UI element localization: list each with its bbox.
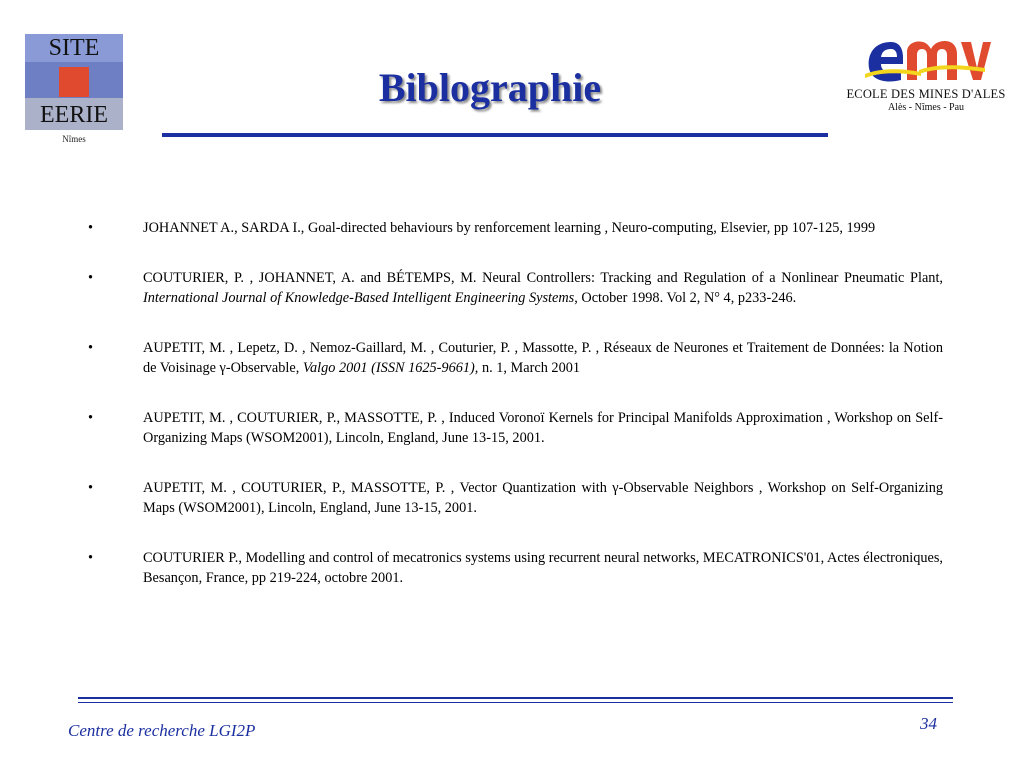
reference-text: AUPETIT, M. , COUTURIER, P., MASSOTTE, P. , Vector Quantization with γ-Observable Neighbors , Workshop on Self-Organizing Maps (WSOM2001), Lincoln, England, June 13-15, 2001.: [143, 480, 943, 516]
ecole-name-text: ECOLE DES MINES D'ALES: [846, 87, 1006, 101]
page-title: Biblographie: [378, 65, 602, 110]
ecole-des-mines-logo: [843, 34, 1009, 113]
reference-text: AUPETIT, M. , Lepetz, D. , Nemoz-Gaillard, M. , Couturier, P. , Massotte, P. , Réseaux de Neurones et Traitement de Données: la Notion de Voisinage γ-Observable,: [143, 340, 943, 376]
reference-text: AUPETIT, M. , COUTURIER, P., MASSOTTE, P. , Induced Voronoï Kernels for Principal Manifolds Approximation , Workshop on Self-Organizing Maps (WSOM2001), Lincoln, England, June 13-15, 2001.: [143, 410, 943, 446]
reference-item: [88, 218, 943, 238]
site-eerie-logo: [25, 34, 123, 144]
reference-list: [88, 218, 943, 618]
reference-text: JOHANNET A., SARDA I., Goal-directed behaviours by renforcement learning , Neuro-computing, Elsevier, pp 107-125, 1999: [143, 220, 876, 236]
bullet-icon: •: [88, 220, 94, 236]
reference-text: COUTURIER P., Modelling and control of mecatronics systems using recurrent neural networks, MECATRONICS'01, Actes électroniques, Besançon, France, pp 219-224, octobre 2001.: [143, 550, 943, 586]
reference-item: [88, 408, 943, 448]
bullet-icon: •: [88, 270, 94, 286]
ecole-cities-text: Alès - Nîmes - Pau: [887, 102, 965, 113]
footer-center-name: Centre de recherche LGI2P: [68, 721, 256, 740]
site-eerie-logo-graphic: [25, 34, 123, 130]
footer-divider-thin: [78, 702, 953, 703]
reference-text: , October 1998. Vol 2, N° 4, p233-246.: [574, 290, 797, 306]
reference-text: n. 1, March 2001: [478, 360, 581, 376]
logo-eerie-text: EERIE: [40, 102, 108, 128]
logo-city-text: Nîmes: [62, 134, 86, 144]
reference-item: [88, 338, 943, 378]
logo-red-square: [59, 67, 89, 97]
bullet-icon: •: [88, 410, 94, 426]
logo-site-text: SITE: [48, 35, 100, 61]
footer-divider: [78, 697, 953, 699]
reference-item: [88, 268, 943, 308]
reference-item: [88, 478, 943, 518]
ema-logo-icon: [861, 34, 991, 86]
reference-item: [88, 548, 943, 588]
reference-journal: International Journal of Knowledge-Based Intelligent Engineering Systems: [143, 290, 575, 306]
reference-journal: Valgo 2001 (ISSN 1625-9661),: [302, 360, 479, 376]
title-divider: [162, 133, 828, 137]
bullet-icon: •: [88, 340, 94, 356]
page-number: 34: [920, 714, 937, 733]
reference-text: COUTURIER, P. , JOHANNET, A. and BÉTEMPS, M. Neural Controllers: Tracking and Regulation of a Nonlinear Pneumatic Plant,: [143, 270, 943, 286]
bullet-icon: •: [88, 480, 94, 496]
bullet-icon: •: [88, 550, 94, 566]
